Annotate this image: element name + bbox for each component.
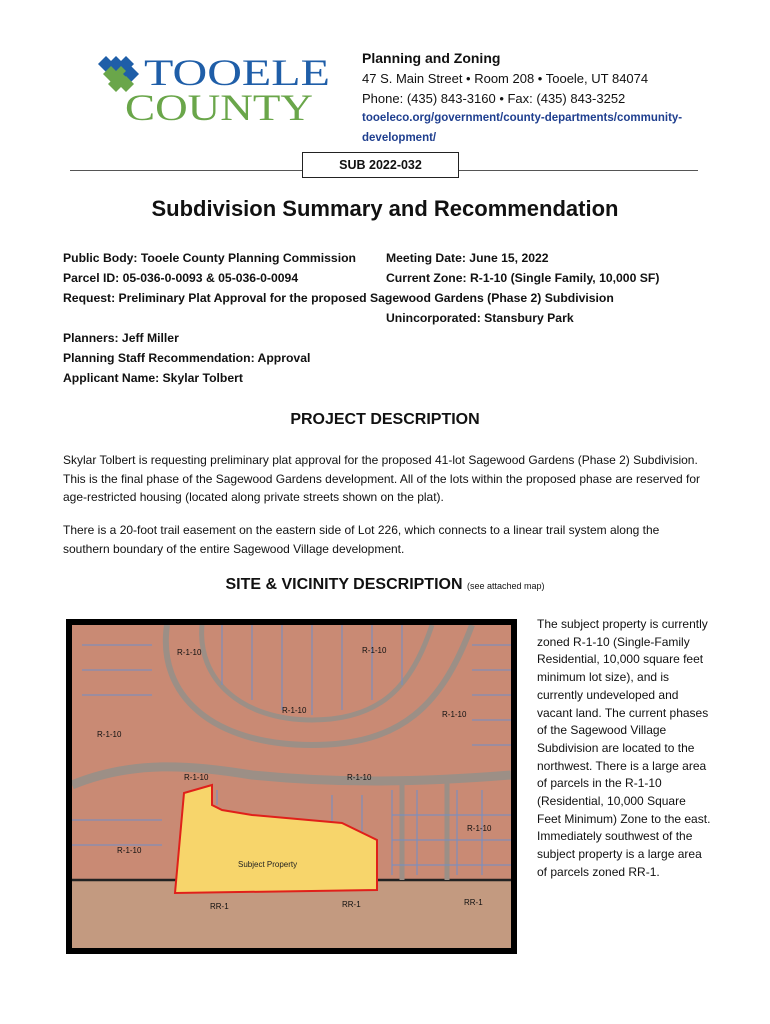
zone-label-1: R-1-10 <box>177 648 202 657</box>
public-body: Public Body: Tooele County Planning Commission <box>63 251 356 265</box>
zone-label-9: R-1-10 <box>117 846 142 855</box>
subject-property-label: Subject Property <box>238 860 298 869</box>
case-number-box: SUB 2022-032 <box>302 152 459 178</box>
zone-label-10: RR-1 <box>210 902 229 911</box>
logo-bottom-text: COUNTY <box>125 88 313 124</box>
zone-label-7: R-1-10 <box>347 773 372 782</box>
divider-left <box>70 170 302 171</box>
office-title: Planning and Zoning <box>362 50 501 66</box>
zone-label-6: R-1-10 <box>184 773 209 782</box>
meeting-date: Meeting Date: June 15, 2022 <box>386 251 549 265</box>
applicant-name: Applicant Name: Skylar Tolbert <box>63 371 243 385</box>
office-website-link[interactable]: tooeleco.org/government/county-departments/community-development/ <box>362 112 683 144</box>
zone-label-2: R-1-10 <box>362 646 387 655</box>
logo-top-text: TOOELE <box>144 54 330 94</box>
zone-label-12: RR-1 <box>464 898 483 907</box>
planners: Planners: Jeff Miller <box>63 331 179 345</box>
site-description-text: The subject property is currently zoned R-1-10 (Single-Family Residential, 10,000 square feet minimum lot size), and is currently undeveloped and vacant land. The current phases of the Sagewood Village Subdivision are located to the northwest. There is a large area of parcels in the R-1-10 (Residential, 10,000 Square Feet Minimum) Zone to the east. Immediately southwest of the subject property is a large area of parcels zoned RR-1. <box>537 617 711 879</box>
project-description-heading: PROJECT DESCRIPTION <box>290 411 480 428</box>
current-zone: Current Zone: R-1-10 (Single Family, 10,000 SF) <box>386 271 660 285</box>
area: Unincorporated: Stansbury Park <box>386 311 574 325</box>
tooele-county-logo <box>96 54 336 124</box>
request: Request: Preliminary Plat Approval for the proposed Sagewood Gardens (Phase 2) Subdivision <box>63 291 614 305</box>
vicinity-map <box>66 619 517 954</box>
project-description-para-1: Skylar Tolbert is requesting preliminary plat approval for the proposed 41-lot Sagewood Gardens (Phase 2) Subdivision. This is the final phase of the Sagewood Gardens development. All of the lots within the proposed phase are reserved for age-restricted housing (located along private streets shown on the plat). <box>63 453 701 504</box>
zone-label-4: R-1-10 <box>442 710 467 719</box>
project-description-para-2: There is a 20-foot trail easement on the eastern side of Lot 226, which connects to a linear trail system along the southern boundary of the entire Sagewood Village development. <box>63 523 660 556</box>
zone-label-8: R-1-10 <box>467 824 492 833</box>
zone-label-5: R-1-10 <box>97 730 122 739</box>
divider-right <box>458 170 698 171</box>
zone-label-3: R-1-10 <box>282 706 307 715</box>
page-title: Subdivision Summary and Recommendation <box>151 196 619 221</box>
site-description-heading-text: SITE & VICINITY DESCRIPTION <box>225 576 463 593</box>
zone-label-11: RR-1 <box>342 900 361 909</box>
office-address: 47 S. Main Street • Room 208 • Tooele, UT 84074 <box>362 71 649 86</box>
parcel-id: Parcel ID: 05-036-0-0093 & 05-036-0-0094 <box>63 271 299 285</box>
office-phone: Phone: (435) 843-3160 • Fax: (435) 843-3252 <box>362 91 626 106</box>
site-description-heading-note: (see attached map) <box>466 581 545 591</box>
staff-recommendation: Planning Staff Recommendation: Approval <box>63 351 311 365</box>
site-description-heading <box>0 576 770 594</box>
logo-diamond-icon <box>98 56 139 92</box>
